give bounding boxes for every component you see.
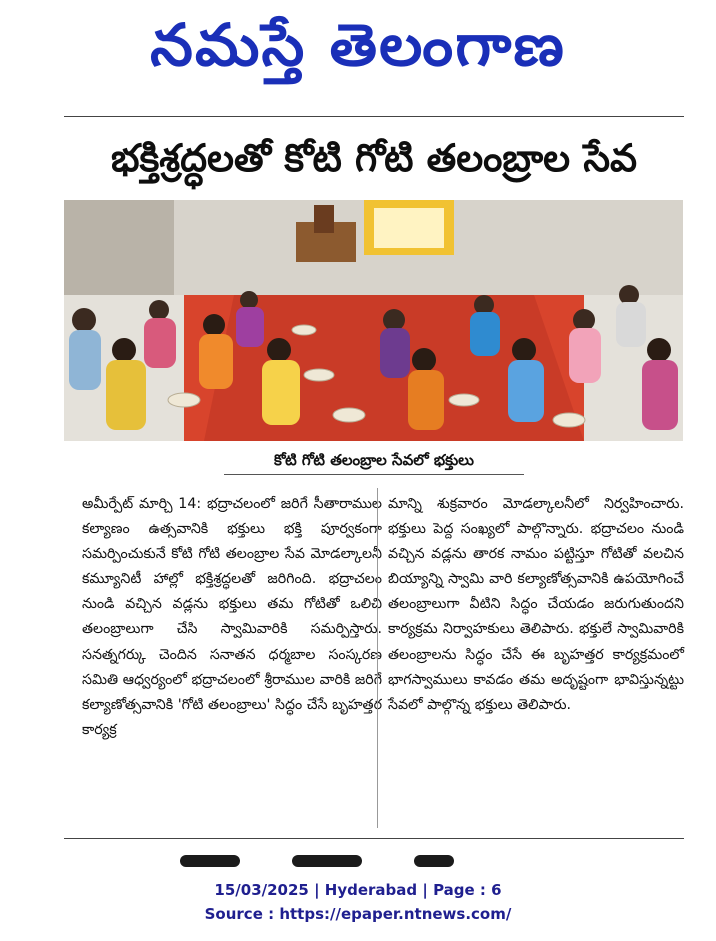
article-column-right: మాన్ని శుక్రవారం మోడల్కాలనీలో నిర్వహించారు. భక్తులు పెద్ద సంఖ్యలో పాల్గొన్నారు. భద్రాచలం నుండి వచ్చిన వడ్లను తారక నామం పట్టిస్తూ గోటితో వలచిన బియ్యాన్ని స్వామి వారి కల్యాణోత్సవానికి ఉపయోగించే తలంబ్రాలుగా వీటిని సిద్ధం చేయడం జరుగుతుందని కార్యక్రమ నిర్వాహకులు తెలిపారు. భక్తులే స్వామివారికి తలంబ్రాలను సిద్ధం చేసే ఈ బృహత్తర కార్యక్రమంలో భాగస్వాములు కావడం తమ అదృష్టంగా భావిస్తున్నట్టు సేవలో పాల్గొన్న భక్తులు తెలిపారు. <box>388 496 684 713</box>
caption-underline <box>224 474 524 475</box>
newspaper-logo: నమస్తే తెలంగాణ <box>150 11 566 79</box>
source-link[interactable]: Source : https://epaper.ntnews.com/ <box>204 905 512 923</box>
article-headline: భక్తిశ్రద్ధలతో కోటి గోటి తలంబ్రాల సేవ <box>110 136 638 180</box>
photo-caption: కోటి గోటి తలంబ్రాల సేవలో భక్తులు <box>274 451 474 469</box>
edition-info: 15/03/2025 | Hyderabad | Page : 6 <box>214 881 502 899</box>
article-column-left: అమీర్పేట్ మార్చి 14: భద్రాచలంలో జరిగే సీతారాముల కల్యాణం ఉత్సవానికి భక్తులు భక్తి పూర్వకంగా సమర్పించుకునే కోటి గోటి తలంబ్రాల సేవ మోడల్కాలనీ కమ్యూనిటీ హాల్లో భక్తిశ్రద్ధలతో జరిగింది. భద్రాచలం నుండి వచ్చిన వడ్లను భక్తులు తమ గోటితో ఒలిచి తలంబ్రాలుగా చేసి స్వామివారికి సమర్పిస్తారు. సనత్నగర్కు చెందిన సనాతన ధర్మబాల సంస్కరణ సమితి ఆధ్వర్యంలో భద్రాచలంలో శ్రీరాముల వారికి జరిగే కల్యాణోత్సవానికి 'గోటి తలంబ్రాలు' సిద్ధం చేసే బృహత్తర కార్యక్ర <box>82 496 382 738</box>
column-divider <box>377 488 378 828</box>
masthead <box>0 0 716 95</box>
header-divider <box>64 116 684 117</box>
devotees-photo-illustration <box>64 200 683 441</box>
article-photo <box>64 200 683 441</box>
next-headline-cropped <box>180 852 540 866</box>
article-end-divider <box>64 838 684 839</box>
page-footer <box>0 878 716 926</box>
